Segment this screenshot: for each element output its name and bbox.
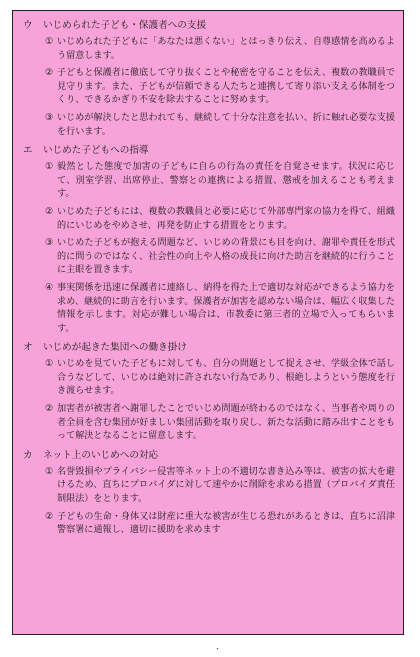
item-text: 名誉毀損やプライバシー侵害等ネット上の不適切な書き込み等は、被害の拡大を避けるため、直ちにプロバイダに対して速やかに削除を求める措置（プロバイダ責任制限法）をとります。 <box>57 466 395 505</box>
section-heading <box>23 341 395 355</box>
item-text: 毅然とした態度で加害の子どもに自らの行為の責任を自覚させます。状況に応じて、別室学習、出席停止、警察との連携による措置、懲戒を加えることも考えます。 <box>57 162 395 200</box>
item-text: 事実関係を迅速に保護者に連絡し、納得を得た上で適切な対応ができるよう協力を求め、継続的に助言を行います。保護者が加害を認めない場合は、幅広く収集した情報を示します。対応が難しい場合は、市教委に第三者的立場で入ってもらいます。 <box>57 282 395 334</box>
list-item <box>45 161 395 202</box>
item-number: ② <box>45 511 54 522</box>
section-title: いじめが起きた集団への働き掛け <box>43 342 187 354</box>
item-text: 子どもの生命・身体又は財産に重大な被害が生じる恐れがあるときは、直ちに沼津警察署に通報し、適切に援助を求めます <box>57 511 395 536</box>
section-letter: ウ <box>23 20 33 31</box>
section-o <box>23 341 395 444</box>
list-item <box>45 466 395 507</box>
item-number: ③ <box>45 112 54 123</box>
item-text: 加害者が被害者へ謝罪したことでいじめ問題が終わるのではなく、当事者や周りの者全員を含む集団が好ましい集団活動を取り戻し、新たな活動に踏み出すことをもって解決となることに留意します。 <box>57 404 395 442</box>
list-item <box>45 403 395 444</box>
list-item <box>45 511 395 538</box>
section-title: ネット上のいじめへの対応 <box>43 449 159 461</box>
item-number: ② <box>45 68 54 79</box>
item-number: ① <box>45 37 54 47</box>
item-number: ② <box>45 404 54 415</box>
item-number: ② <box>45 206 54 217</box>
list-item <box>45 237 395 278</box>
item-text: 子どもと保護者に徹底して守り抜くことや秘密を守ることを伝え、複数の教職員で見守ります。また、子どもが信頼できる人たちと連携して寄り添い支える体制をつくり、できるかぎり不安を除去することに努めます。 <box>57 68 395 106</box>
item-text: いじめた子どもが抱える問題など、いじめの背景にも目を向け、謝罪や責任を形式的に問うのではなく、社会性の向上や人格の成長に向けた助言を継続的に行うことに主眼を置きます。 <box>57 238 395 276</box>
item-number: ① <box>45 162 54 173</box>
section-ka <box>23 449 395 538</box>
list-item <box>45 282 395 336</box>
section-letter: オ <box>23 342 33 354</box>
section-heading <box>23 19 395 33</box>
section-e <box>23 144 395 336</box>
section-heading <box>23 449 395 463</box>
item-text: いじめられた子どもに「あなたは悪くない」とはっきり伝え、自尊感情を高めるよう留意します。 <box>57 37 395 61</box>
list-item <box>45 67 395 108</box>
list-item <box>45 36 395 63</box>
item-text: いじめが解決したと思われても、継続して十分な注意を払い、折に触れ必要な支援を行います。 <box>57 112 395 137</box>
list-item <box>45 112 395 139</box>
content-panel <box>12 10 404 635</box>
section-title: いじめられた子ども・保護者への支援 <box>43 20 207 31</box>
item-number: ① <box>45 466 54 477</box>
section-letter: エ <box>23 145 33 157</box>
section-letter: カ <box>23 449 33 461</box>
page-footer-mark: ・ <box>214 645 221 653</box>
item-number: ① <box>45 359 54 370</box>
list-item <box>45 206 395 233</box>
list-item <box>45 358 395 399</box>
item-text: いじめた子どもには、複数の教職員と必要に応じて外部専門家の協力を得て、組織的にいじめをやめさせ、再発を防止する措置をとります。 <box>57 206 395 231</box>
item-text: いじめを見ていた子どもに対しても、自分の問題として捉えさせ、学級全体で話し合うなどして、いじめは絶対に許されない行為であり、根絶しようという態度を行き渡らせます。 <box>57 359 395 397</box>
section-heading <box>23 144 395 158</box>
item-number: ④ <box>45 282 54 293</box>
section-title: いじめた子どもへの指導 <box>43 145 149 157</box>
item-number: ③ <box>45 238 54 249</box>
section-u <box>23 19 395 139</box>
